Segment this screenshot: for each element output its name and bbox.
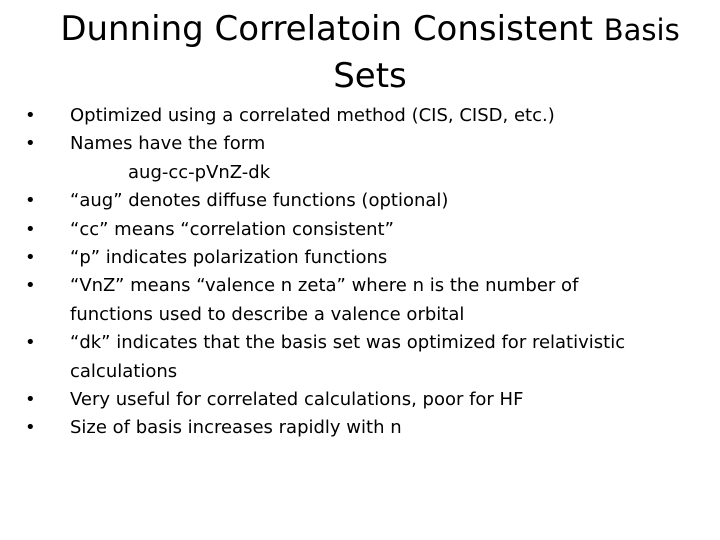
- bullet-text: “dk” indicates that the basis set was optimized for relativistic calculations: [70, 332, 626, 382]
- bullet-list: [0, 102, 700, 443]
- bullet-item: [0, 187, 700, 215]
- bullet-item: [0, 272, 700, 329]
- sub-text: aug-cc-pVnZ-dk: [128, 161, 271, 183]
- bullet-dot-icon: •: [25, 218, 36, 240]
- bullet-dot-icon: •: [25, 417, 36, 439]
- bullet-item: [0, 130, 700, 158]
- bullet-text: “cc” means “correlation consistent”: [70, 218, 394, 240]
- bullet-dot-icon: •: [25, 247, 36, 269]
- sub-item: [0, 159, 700, 187]
- bullet-text: Optimized using a correlated method (CIS, CISD, etc.): [70, 105, 555, 126]
- title-line2: Sets: [333, 56, 407, 96]
- bullet-dot-icon: •: [25, 332, 36, 354]
- bullet-text: “p” indicates polarization functions: [70, 247, 388, 269]
- bullet-text: Size of basis increases rapidly with n: [70, 417, 402, 439]
- bullet-item: [0, 329, 700, 386]
- bullet-item: [0, 102, 700, 130]
- bullet-text: “VnZ” means “valence n zeta” where n is the number of functions used to describe a valence orbital: [70, 275, 579, 325]
- bullet-item: [0, 244, 700, 272]
- bullet-dot-icon: •: [25, 133, 36, 155]
- slide-title: [20, 6, 720, 99]
- bullet-text: Names have the form: [70, 133, 266, 155]
- bullet-dot-icon: •: [25, 105, 36, 126]
- bullet-item: [0, 216, 700, 244]
- bullet-dot-icon: •: [25, 190, 36, 212]
- bullet-text: “aug” denotes diffuse functions (optional): [70, 190, 449, 212]
- title-main: Dunning Correlatoin Consistent: [60, 9, 593, 49]
- bullet-dot-icon: •: [25, 389, 36, 411]
- bullet-text: Very useful for correlated calculations, poor for HF: [70, 389, 524, 411]
- bullet-item: [0, 386, 700, 414]
- bullet-item: [0, 414, 700, 442]
- bullet-dot-icon: •: [25, 275, 36, 297]
- title-tail: Basis: [603, 13, 680, 47]
